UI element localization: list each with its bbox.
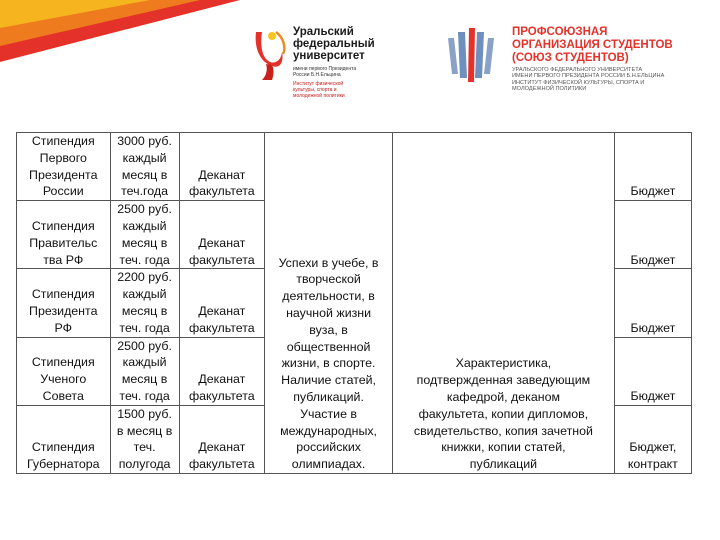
scholarship-issuer: Деканат факультета [179,269,264,337]
scholarship-name: Стипендия Губернатора [17,405,111,473]
criteria-cell: Успехи в учебе, в творческой деятельности, в научной жизни вуза, в общественной жизни, в спорте. Наличие статей, публикаций. Участие в международных, российских олимпиадах. [265,133,393,474]
corner-decoration-yellow [0,0,150,28]
funding-source: Бюджет [614,337,691,405]
scholarship-amount: 3000 руб. каждый месяц в теч.года [110,133,179,201]
scholarship-name: Стипендия Правительс тва РФ [17,201,111,269]
scholarship-issuer: Деканат факультета [179,133,264,201]
scholarship-name: Стипендия Первого Президента России [17,133,111,201]
urfu-subtitle: имени первого Президента России Б.Н.Ельцина [293,66,357,78]
scholarship-name: Стипендия Президента РФ [17,269,111,337]
scholarship-issuer: Деканат факультета [179,201,264,269]
funding-source: Бюджет [614,269,691,337]
student-union-logo-icon [438,24,504,88]
scholarship-name: Стипендия Ученого Совета [17,337,111,405]
funding-source: Бюджет [614,133,691,201]
scholarship-amount: 2500 руб. каждый месяц в теч. года [110,201,179,269]
scholarship-table [16,132,692,474]
scholarship-issuer: Деканат факультета [179,337,264,405]
urfu-institute: Институт физической культуры, спорта и молодежной политики [293,81,345,99]
documents-cell: Характеристика, подтвержденная заведующим кафедрой, деканом факультета, копии дипломов, свидетельство, копия зачетной книжки, копии статей, публикаций [393,133,615,474]
urfu-branding [293,26,403,99]
urfu-name: Уральский федеральный университет [293,26,375,62]
union-subtitle: УРАЛЬСКОГО ФЕДЕРАЛЬНОГО УНИВЕРСИТЕТА ИМЕНИ ПЕРВОГО ПРЕЗИДЕНТА РОССИИ Б.Н.ЕЛЬЦИНА ИНСТИТУТ ФИЗИЧЕСКОЙ КУЛЬТУРЫ, СПОРТА И МОЛОДЕЖНОЙ ПОЛИТИКИ [512,67,665,93]
scholarship-issuer: Деканат факультета [179,405,264,473]
student-union-branding [512,26,712,93]
urfu-logo-icon [250,24,290,84]
funding-source: Бюджет, контракт [614,405,691,473]
scholarship-amount: 2200 руб. каждый месяц в теч. года [110,269,179,337]
union-name: ПРОФСОЮЗНАЯ ОРГАНИЗАЦИЯ СТУДЕНТОВ (СОЮЗ СТУДЕНТОВ) [512,26,673,64]
scholarship-amount: 1500 руб. в месяц в теч. полугода [110,405,179,473]
table-row [17,133,692,201]
funding-source: Бюджет [614,201,691,269]
scholarship-amount: 2500 руб. каждый месяц в теч. года [110,337,179,405]
